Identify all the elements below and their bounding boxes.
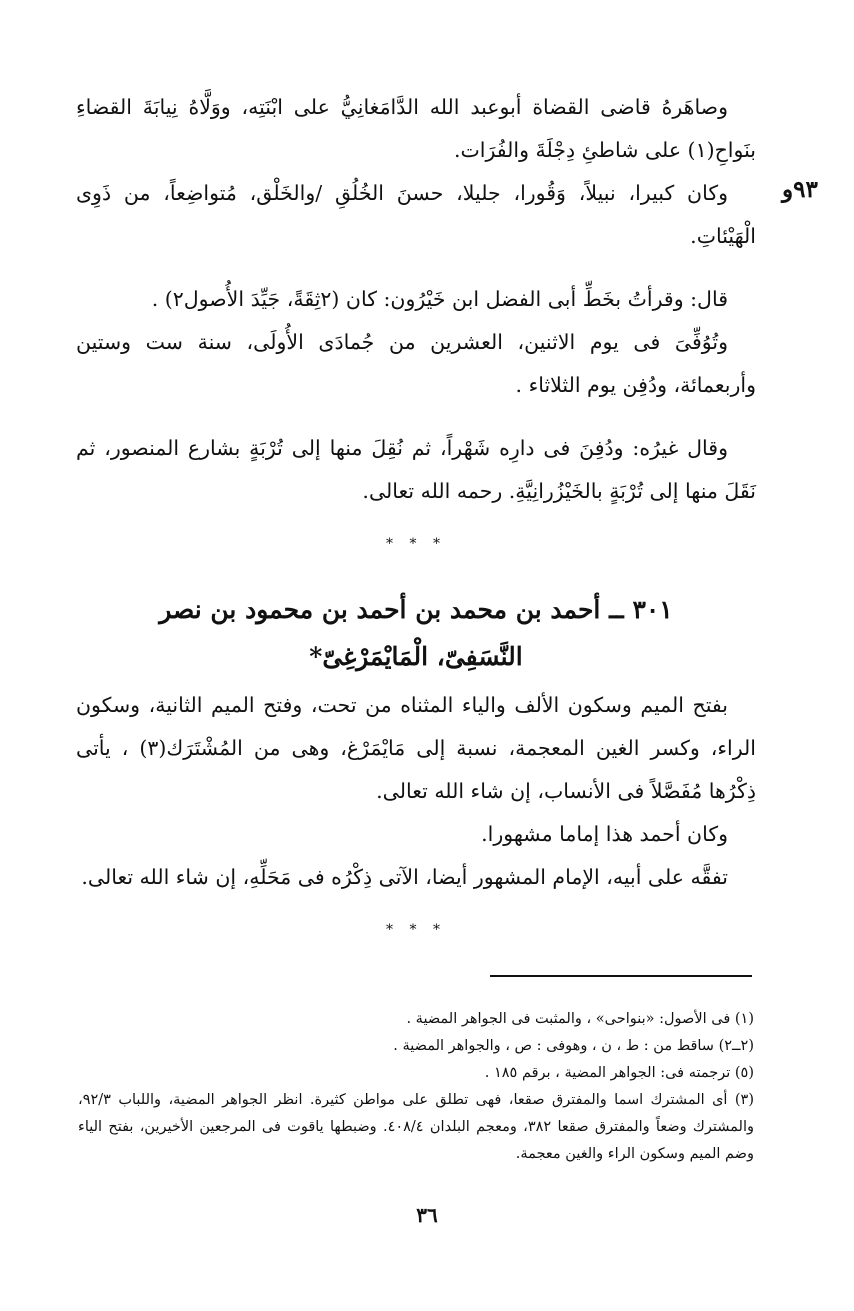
paragraph-death: وتُوُفِّىَ فى يوم الاثنين، العشرين من جُمادَى الأُولَى، سنة ست وستين وأربعمائة، ودُفِن يوم الثلاثاء . <box>76 330 756 397</box>
entry-paragraph-fame: وكان أحمد هذا إماما مشهورا. <box>481 822 728 846</box>
paragraph-quote: قال: وقرأتُ بخَطِّ أبى الفضل ابن خَيْرُون: كان (٢ثِقَةً، جَيِّدَ الأُصول٢) . <box>151 287 728 311</box>
footnotes <box>78 1006 754 1168</box>
main-text <box>76 86 756 970</box>
footnote-2: (٢ــ٢) ساقط من : ط ، ن ، وهوفى : ص ، والجواهر المضية . <box>393 1038 754 1054</box>
paragraph-marriage: وصاهَرهُ قاضى القضاة أبوعبد الله الدَّامَغانِيُّ على ابْنَتِه، ووَلَّاهُ نِيابَةَ القضاءِ بنَواحِ(١) على شاطئِ دِجْلَةَ والفُرَات. <box>76 95 756 162</box>
spacer <box>76 407 756 427</box>
footnote-star: (٥) ترجمته فى: الجواهر المضية ، برقم ١٨٥ . <box>484 1065 754 1081</box>
entry-paragraph-nisba: بفتح الميم وسكون الألف والياء المثناه من تحت، وفتح الميم الثانية، وسكون الراء، وكسر الغين المعجمة، نسبة إلى مَايْمَرْغ، وهى من المُشْتَرَك(٣) ، يأتى ذِكْرُها مُفَصَّلاً فى الأنساب، إن شاء الله تعالى. <box>76 693 756 803</box>
section-separator-end: * * * <box>386 922 446 938</box>
paragraph-character: وكان كبيرا، نبيلاً، وَقُورا، جليلا، حسنَ الخُلُقِ /والخَلْق، مُتواضِعاً، من ذَوِى الْهَيْئاتِ. <box>76 181 756 248</box>
footnote-3: (٣) أى المشترك اسما والمفترق صقعا، فهى تطلق على مواطن كثيرة. انظر الجواهر المضية، واللباب ٩٢/٣، والمشترك وضعاً والمفترق صقعا ٣٨٢، ومعجم البلدان ٤٠٨/٤. وضبطها ياقوت فى المرجعين الأخيرين، بفتح الياء وضم الميم وسكون الراء والغين معجمة. <box>78 1092 754 1162</box>
entry-title: ٣٠١ ــ أحمد بن محمد بن أحمد بن محمود بن نصر <box>159 595 673 624</box>
section-separator: * * * <box>386 536 446 552</box>
paragraph-burial: وقال غيرُه: ودُفِنَ فى دارِه شَهْراً، ثم نُقِلَ منها إلى تُرْبَةٍ بشارع المنصور، ثم نَقَلَ منها إلى تُرْبَةٍ بالخَيْزُرانِيَّةِ. رحمه الله تعالى. <box>76 436 756 503</box>
footnote-1: (١) فى الأصول: «بنواحى» ، والمثبت فى الجواهر المضية . <box>406 1011 754 1027</box>
footnote-rule <box>490 975 752 977</box>
manuscript-folio-note: ٩٣و <box>782 176 818 203</box>
page-number: ٣٦ <box>416 1203 438 1227</box>
spacer <box>76 258 756 278</box>
entry-subtitle: النَّسَفِىّ، الْمَايْمَرْغِىّ* <box>309 642 523 671</box>
entry-paragraph-study: تفقَّه على أبيه، الإمام المشهور أيضا، الآتى ذِكْرُه فى مَحَلِّهِ، إن شاء الله تعالى. <box>81 865 728 889</box>
